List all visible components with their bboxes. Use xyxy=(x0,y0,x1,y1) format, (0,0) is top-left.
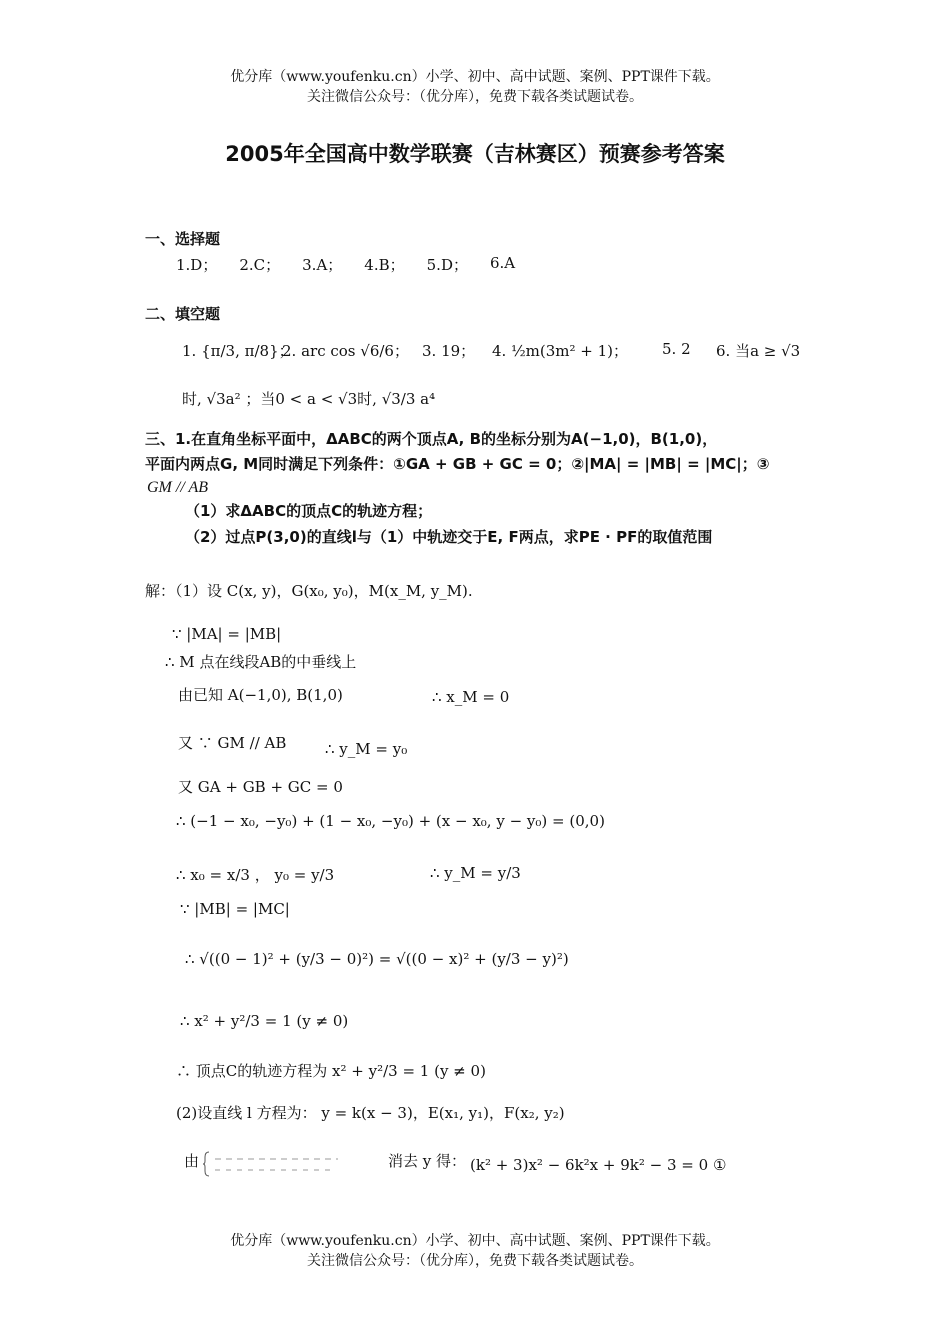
solution-line: (k² + 3)x² − 6k²x + 9k² − 3 = 0 ① xyxy=(470,1156,727,1174)
footer-line-1: 优分库（www.youfenku.cn）小学、初中、高中试题、案例、PPT课件下载。 xyxy=(230,1233,720,1249)
fill-answer-2: 2. arc cos √6/6； xyxy=(282,342,409,360)
choice-answer: 3.A； xyxy=(302,256,343,274)
choice-answer: 2.C； xyxy=(239,256,281,274)
problem-statement-line-3: GM // AB xyxy=(147,479,209,496)
section-1-heading: 一、选择题 xyxy=(145,230,221,248)
problem-part-2: （2）过点P(3,0)的直线l与（1）中轨迹交于E, F两点，求PE · PF的取值范围 xyxy=(185,528,713,546)
choice-answer: 5.D； xyxy=(426,256,468,274)
header-line-1: 优分库（www.youfenku.cn）小学、初中、高中试题、案例、PPT课件下载。 xyxy=(230,69,720,85)
system-of-equations-brace xyxy=(203,1150,343,1178)
fill-answer-6: 6. 当a ≥ √3 xyxy=(716,342,801,360)
fill-answer-6-continued: 时, √3a² ；当0 < a < √3时, √3/3 a⁴ xyxy=(182,390,436,408)
fill-answer-1: 1. {π/3, π/8}； xyxy=(182,342,294,360)
solution-line: ∴ y_M = y/3 xyxy=(430,864,521,882)
solution-line: 由已知 A(−1,0), B(1,0) xyxy=(178,686,343,704)
solution-line: ∵ |MB| = |MC| xyxy=(180,900,290,918)
solution-line: 解：（1）设 C(x, y)，G(x₀, y₀)，M(x_M, y_M). xyxy=(145,582,473,600)
solution-line: ∴ x² + y²/3 = 1 (y ≠ 0) xyxy=(180,1012,349,1030)
solution-line: ∴ 顶点C的轨迹方程为 x² + y²/3 = 1 (y ≠ 0) xyxy=(176,1062,486,1080)
fill-answer-3: 3. 19； xyxy=(422,342,476,360)
solution-line: ∴ (−1 − x₀, −y₀) + (1 − x₀, −y₀) + (x − x₀, y − y₀) = (0,0) xyxy=(176,812,605,830)
fill-answer-5: 5. 2 xyxy=(662,340,691,358)
problem-part-1: （1）求ΔABC的顶点C的轨迹方程； xyxy=(185,502,433,520)
solution-line: ∴ √((0 − 1)² + (y/3 − 0)²) = √((0 − x)² + (y/3 − y)²) xyxy=(185,950,569,968)
section-2-heading: 二、填空题 xyxy=(145,305,221,323)
solution-line: 又 ∵ GM // AB xyxy=(178,734,287,752)
solution-line: ∵ |MA| = |MB| xyxy=(172,625,282,643)
solution-line: ∴ x₀ = x/3 ， y₀ = y/3 xyxy=(176,866,335,884)
solution-line: 消去 y 得： xyxy=(388,1152,467,1170)
choice-answer: 4.B； xyxy=(364,256,405,274)
footer-line-2: 关注微信公众号：（优分库），免费下载各类试题试卷。 xyxy=(307,1253,643,1269)
choice-answer: 6.A xyxy=(489,254,516,272)
solution-line: 由 xyxy=(184,1152,200,1170)
problem-statement-line-1: 三、1.在直角坐标平面中，ΔABC的两个顶点A, B的坐标分别为A(−1,0)，B(1,0)， xyxy=(145,430,718,448)
choice-answers xyxy=(176,254,515,275)
solution-line: ∴ M 点在线段AB的中垂线上 xyxy=(165,653,357,671)
problem-statement-line-2: 平面内两点G, M同时满足下列条件：①GA + GB + GC = 0；②|MA| = |MB| = |MC|；③ xyxy=(145,455,770,473)
fill-answer-4: 4. ½m(3m² + 1)； xyxy=(492,342,628,360)
solution-line: (2)设直线 l 方程为： y = k(x − 3)，E(x₁, y₁)，F(x₂, y₂) xyxy=(176,1104,565,1122)
solution-line: 又 GA + GB + GC = 0 xyxy=(178,778,343,796)
header-line-2: 关注微信公众号：（优分库），免费下载各类试题试卷。 xyxy=(307,89,643,105)
solution-line: ∴ y_M = y₀ xyxy=(325,740,408,758)
choice-answer: 1.D； xyxy=(176,256,218,274)
page-title: 2005年全国高中数学联赛（吉林赛区）预赛参考答案 xyxy=(225,142,725,166)
solution-line: ∴ x_M = 0 xyxy=(432,688,510,706)
